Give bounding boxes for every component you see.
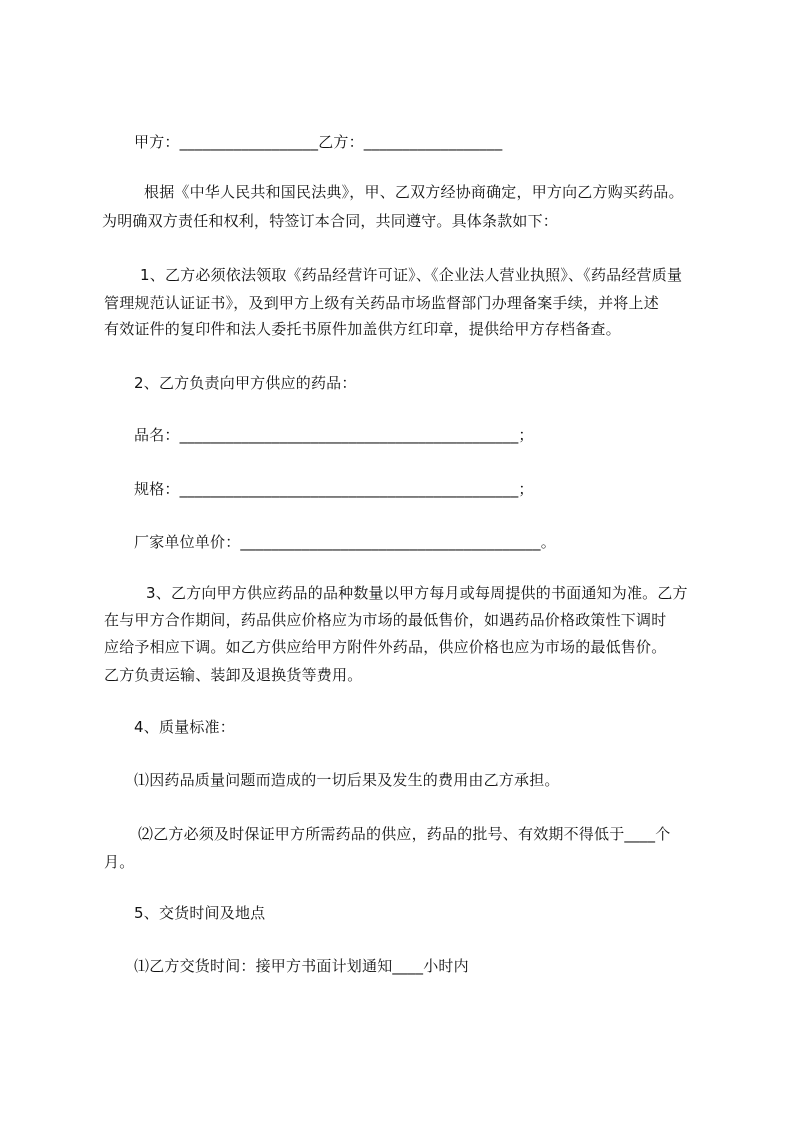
preamble-line-2: 为明确双方责任和权利，特签订本合同，共同遵守。具体条款如下： [102,212,559,230]
clause-3-line-2: 在与甲方合作期间，药品供应价格应为市场的最低售价，如遇药品价格政策性下调时 [104,611,667,629]
parties-line: 甲方：__________________乙方：__________________ [134,133,503,151]
specification-line: 规格：____________________________________________； [134,480,534,498]
clause-2-title: 2、乙方负责向甲方供应的药品： [134,374,357,392]
clause-3-line-4: 乙方负责运输、装卸及退换货等费用。 [104,666,363,684]
preamble-line-1: 根据《中华人民共和国民法典》，甲、乙双方经协商确定，甲方向乙方购买药品。 [144,183,684,201]
clause-1-line-3: 有效证件的复印件和法人委托书原件加盖供方红印章，提供给甲方存档备查。 [104,320,621,338]
clause-4-title: 4、质量标准： [134,718,235,736]
clause-1-line-1: 1、乙方必须依法领取《药品经营许可证》、《企业法人营业执照》、《药品经营质量 [140,266,683,284]
clause-3-line-3: 应给予相应下调。如乙方供应给甲方附件外药品，供应价格也应为市场的最低售价。 [104,638,667,656]
clause-4-item-2-line-2: 月。 [104,853,135,871]
clause-1-line-2: 管理规范认证证书》，及到甲方上级有关药品市场监督部门办理备案手续，并将上述 [104,294,659,312]
clause-5-title: 5、交货时间及地点 [134,904,266,922]
product-name-line: 品名：____________________________________________； [134,426,534,444]
clause-4-item-1: ⑴因药品质量问题而造成的一切后果及发生的费用由乙方承担。 [134,771,560,789]
clause-3-line-1: 3、乙方向甲方供应药品的品种数量以甲方每月或每周提供的书面通知为准。乙方 [146,584,688,602]
clause-5-item-1: ⑴乙方交货时间：接甲方书面计划通知____小时内 [134,957,469,975]
clause-4-item-2-line-1: ⑵乙方必须及时保证甲方所需药品的供应，药品的批号、有效期不得低于____个 [138,825,671,843]
unit-price-line: 厂家单位单价：_______________________________________。 [134,533,556,551]
